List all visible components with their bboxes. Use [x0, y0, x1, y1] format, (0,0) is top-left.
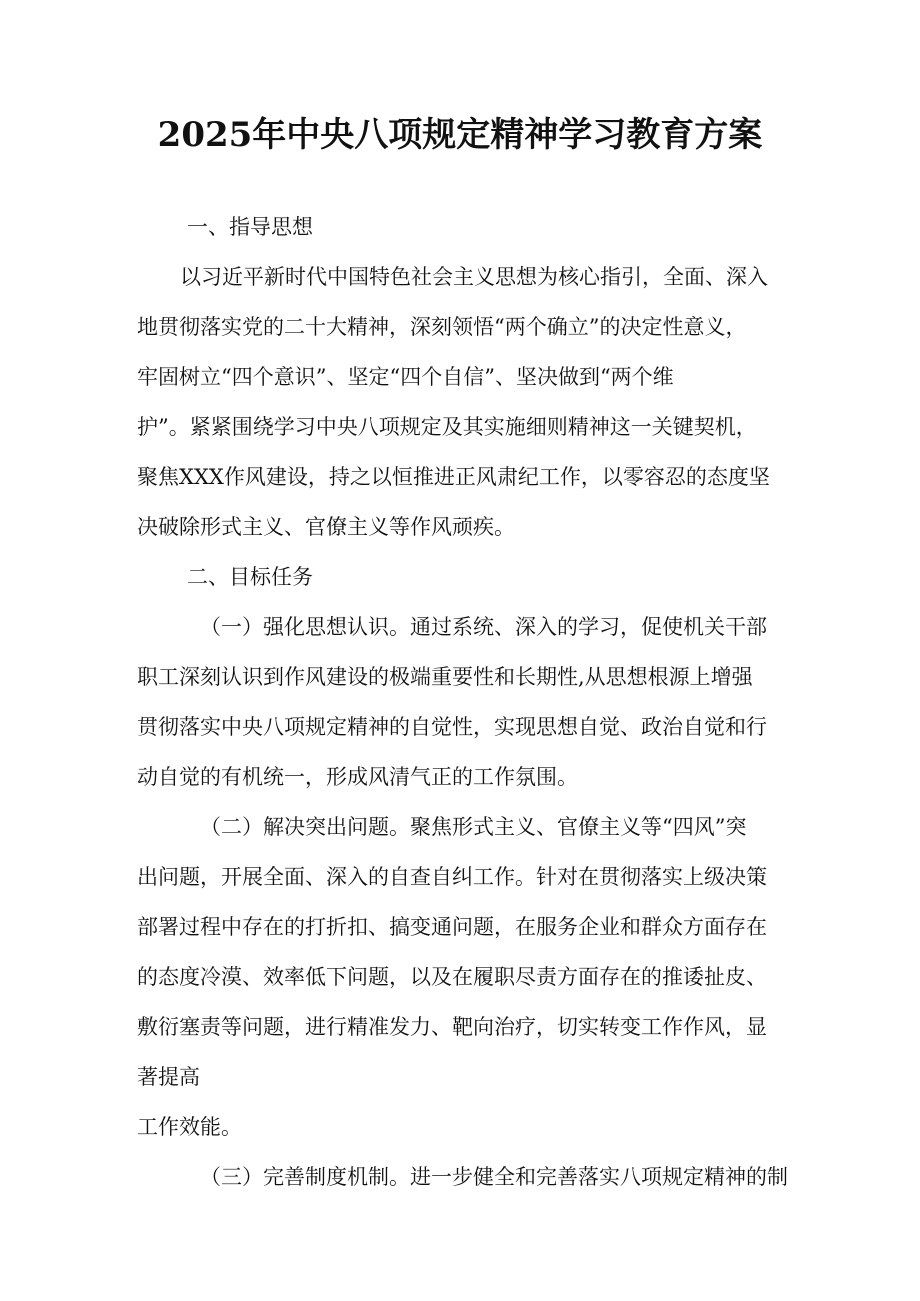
- section-1-line-5: 聚焦XXX作风建设，持之以恒推进正风肃纪工作，以零容忍的态度坚: [137, 465, 770, 489]
- document-title: 2025年中央八项规定精神学习教育方案: [157, 115, 763, 155]
- section-1-line-3: 牢固树立“四个意识”、坚定“四个自信”、坚决做到“两个维: [137, 365, 674, 389]
- section-1-heading: 一、指导思想: [187, 215, 313, 239]
- item-2-line-4: 的态度冷漠、效率低下问题，以及在履职尽责方面存在的推诿扯皮、: [137, 965, 767, 989]
- item-1-line-3: 贯彻落实中央八项规定精神的自觉性，实现思想自觉、政治自觉和行: [137, 715, 767, 739]
- item-2-line-6: 著提高: [137, 1065, 200, 1089]
- item-2-line-3: 部署过程中存在的打折扣、搞变通问题，在服务企业和群众方面存在: [137, 915, 767, 939]
- item-1-line-1: （一）强化思想认识。通过系统、深入的学习，促使机关干部: [200, 615, 767, 639]
- section-2-heading: 二、目标任务: [187, 565, 313, 589]
- section-1-line-2: 地贯彻落实党的二十大精神，深刻领悟“两个确立”的决定性意义，: [137, 315, 747, 339]
- section-1-line-6: 决破除形式主义、官僚主义等作风顽疾。: [137, 515, 515, 539]
- item-2-line-7: 工作效能。: [137, 1115, 242, 1139]
- item-1-line-4: 动自觉的有机统一，形成风清气正的工作氛围。: [137, 765, 578, 789]
- section-1-line-4: 护”。紧紧围绕学习中央八项规定及其实施细则精神这一关键契机，: [137, 415, 757, 439]
- item-1-line-2: 职工深刻认识到作风建设的极端重要性和长期性,从思想根源上增强: [137, 665, 753, 689]
- section-1-line-1: 以习近平新时代中国特色社会主义思想为核心指引，全面、深入: [180, 265, 768, 289]
- item-2-line-2: 出问题，开展全面、深入的自查自纠工作。针对在贯彻落实上级决策: [137, 865, 767, 889]
- item-2-line-5: 敷衍塞责等问题，进行精准发力、靶向治疗，切实转变工作作风，显: [137, 1015, 767, 1039]
- item-2-line-1: （二）解决突出问题。聚焦形式主义、官僚主义等“四风”突: [200, 815, 747, 839]
- item-3-line-1: （三）完善制度机制。进一步健全和完善落实八项规定精神的制: [200, 1165, 788, 1189]
